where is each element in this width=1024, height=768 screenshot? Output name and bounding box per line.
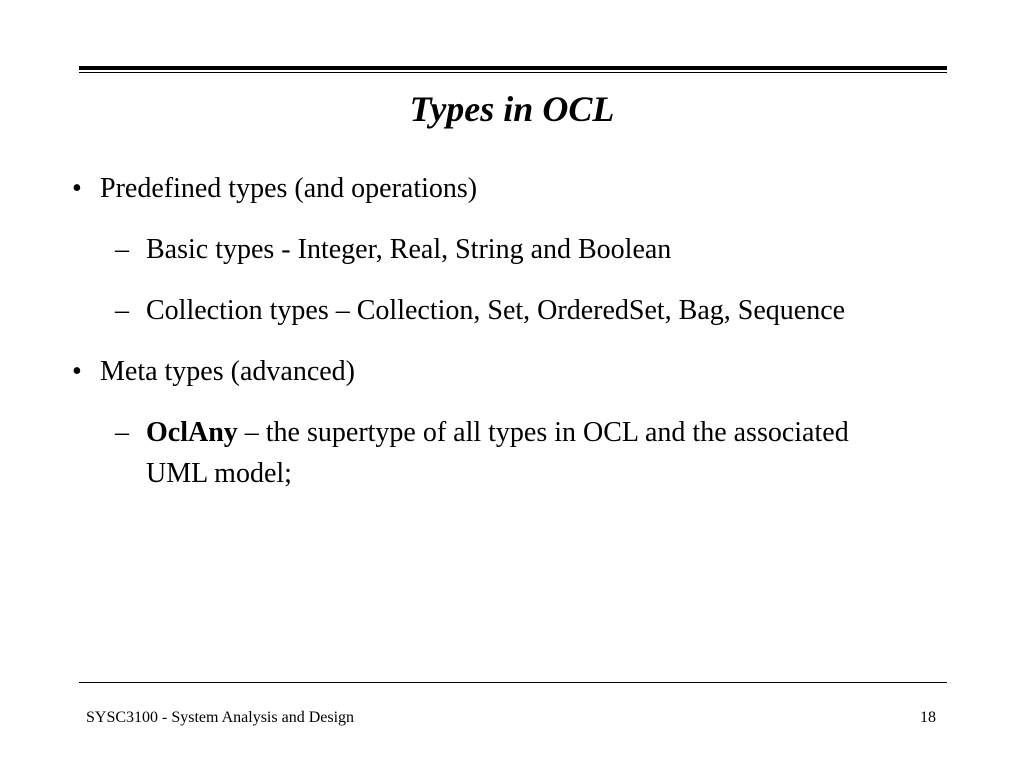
bullet-marker: • (72, 356, 82, 387)
oclany-term: OclAny (146, 417, 238, 448)
subbullet-text: – the supertype of all types in OCL and the associated UML model; (146, 417, 849, 489)
bullet-marker: • (72, 173, 82, 204)
dash-marker: – (115, 295, 129, 326)
slide-title: Types in OCL (409, 89, 615, 129)
bullet-text: Meta types (advanced) (100, 356, 355, 387)
subbullet-text: Basic types - Integer, Real, String and Boolean (146, 234, 672, 265)
dash-marker: – (115, 417, 129, 448)
slide-content (0, 168, 1024, 514)
footer-page-number: 18 (920, 709, 936, 726)
header-rule-thin (79, 72, 947, 73)
bullet-predefined-types (0, 168, 1024, 209)
header-rule-thick (79, 66, 947, 70)
footer-rule (79, 682, 947, 683)
bullet-meta-types (0, 351, 1024, 392)
footer-course-title: SYSC3100 - System Analysis and Design (86, 709, 355, 726)
subbullet-text: Collection types – Collection, Set, OrderedSet, Bag, Sequence (146, 295, 846, 326)
subbullet-basic-types (0, 229, 1024, 270)
bullet-text: Predefined types (and operations) (100, 173, 478, 204)
dash-marker: – (115, 234, 129, 265)
subbullet-oclany (0, 412, 1024, 494)
subbullet-collection-types (0, 290, 1024, 331)
